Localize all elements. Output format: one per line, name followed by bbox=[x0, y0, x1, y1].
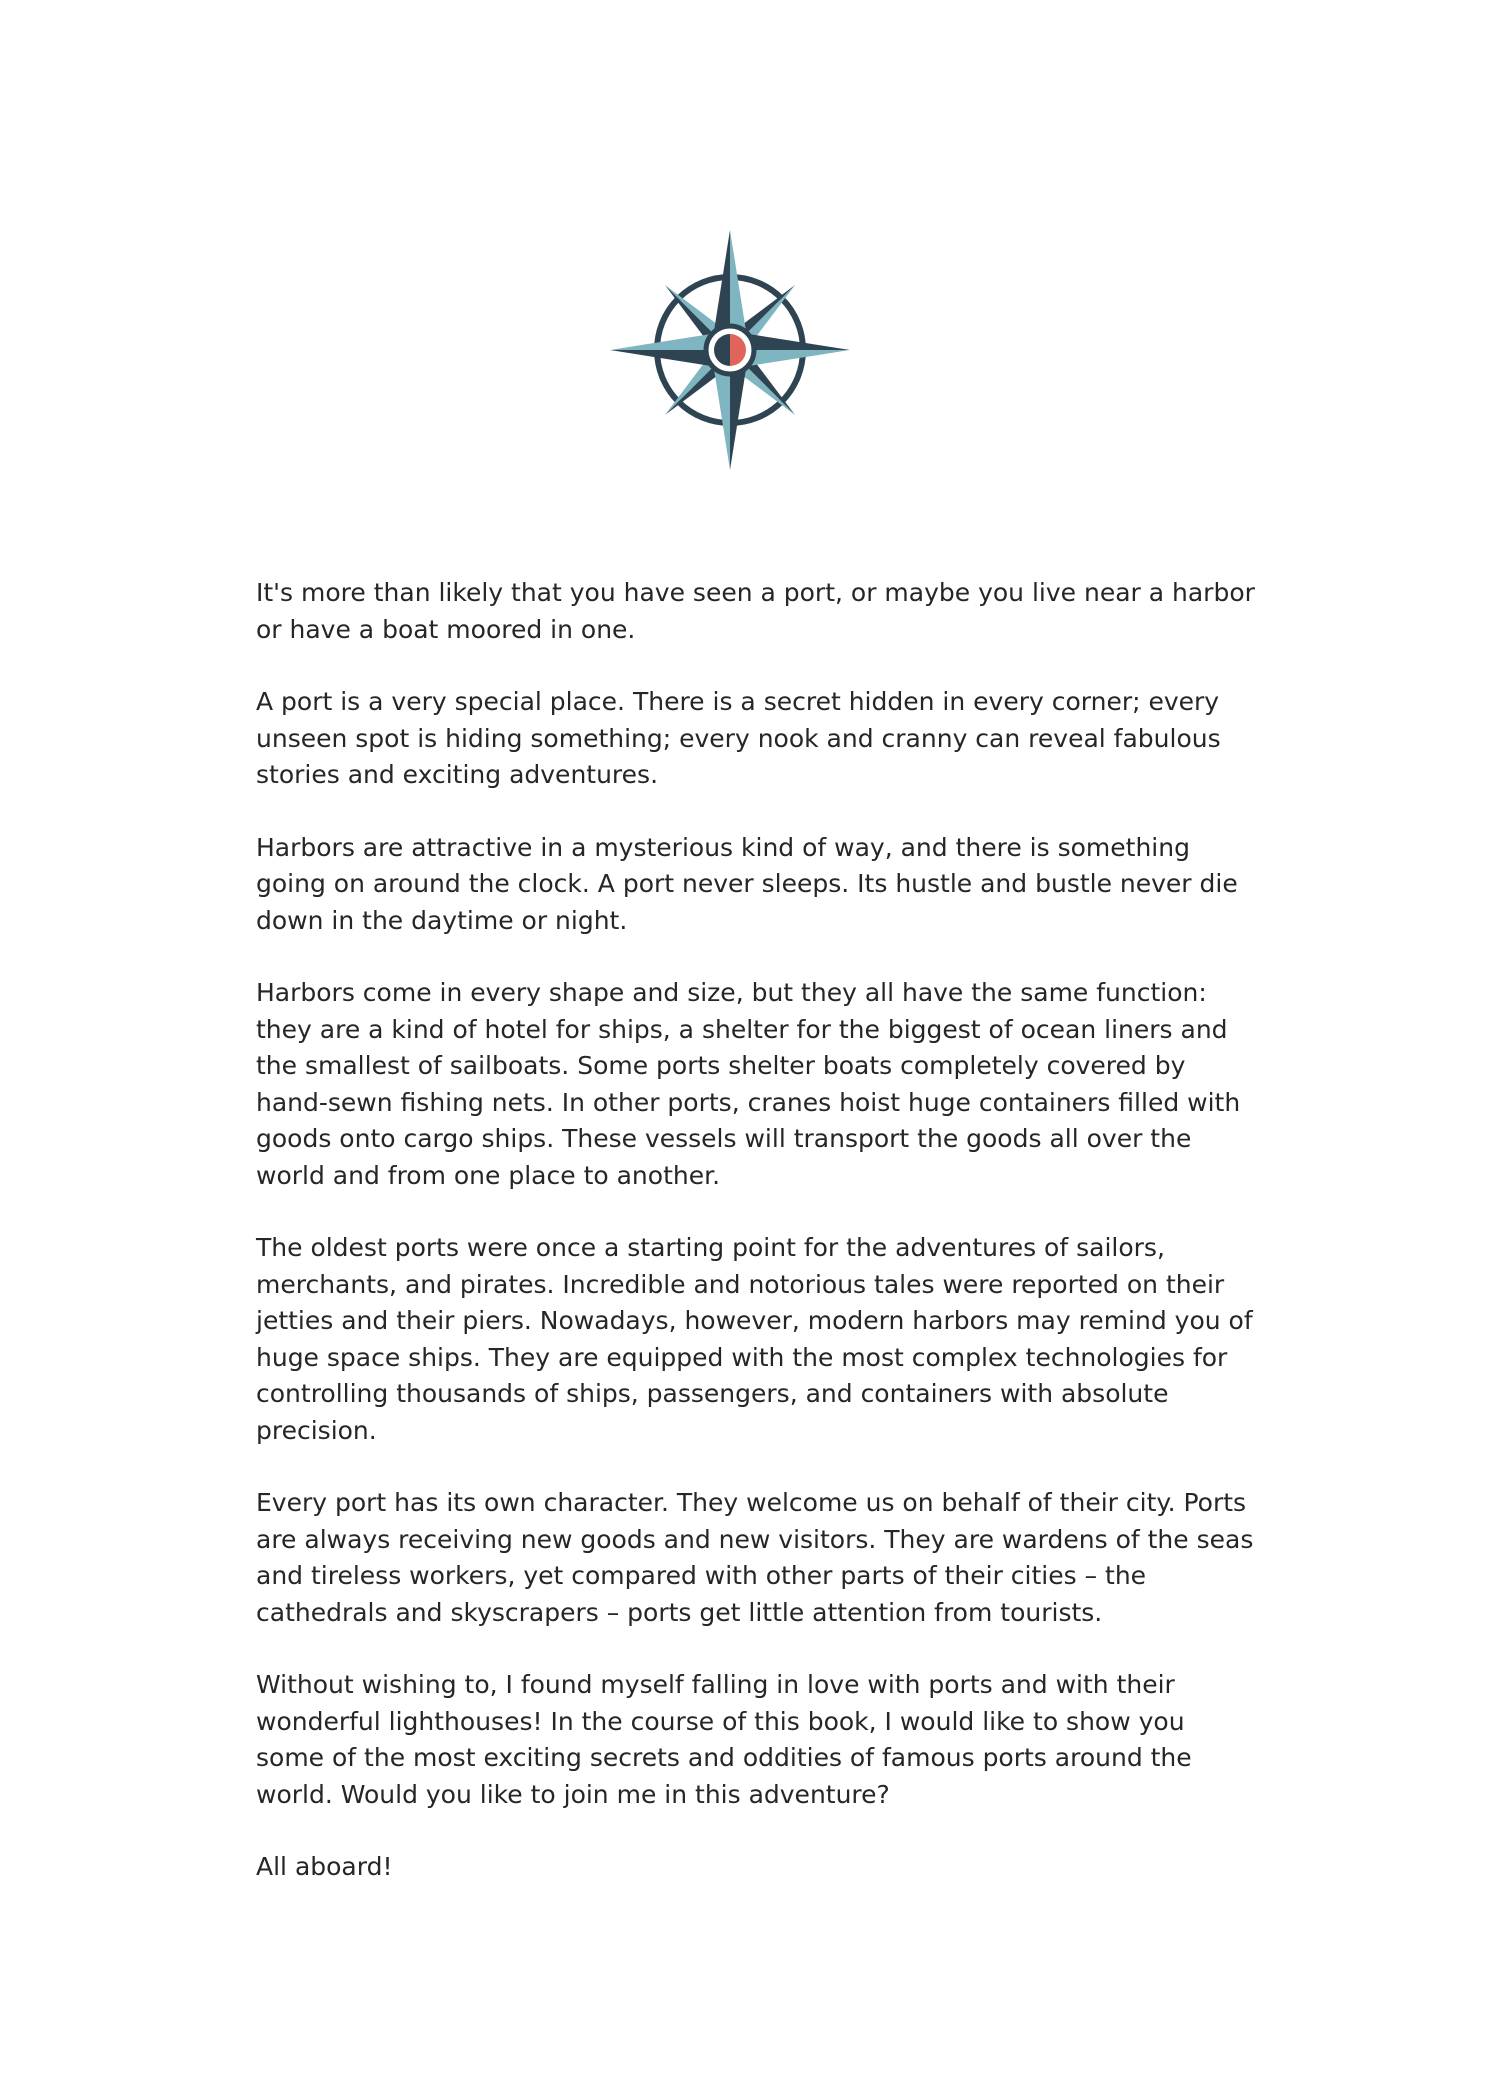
paragraph-3: Harbors are attractive in a mysterious kind of way, and there is something going on around the clock. A port never sleeps. Its hustle and bustle never die down in the daytime or night. bbox=[256, 832, 1238, 935]
paragraph-2: A port is a very special place. There is a secret hidden in every corner; every unseen spot is hiding something; every nook and cranny can reveal fabulous stories and exciting adventures. bbox=[256, 687, 1221, 789]
paragraph-5: The oldest ports were once a starting point for the adventures of sailors, merchants, and pirates. Incredible and notorious tales were reported on their jetties and their piers. Nowadays, however, modern harbors may remind you of huge space ships. They are equipped with the most complex technologies for controlling thousands of ships, passengers, and containers with absolute precision. bbox=[256, 1233, 1253, 1445]
compass-rose-icon bbox=[605, 225, 855, 475]
paragraph-7: Without wishing to, I found myself falling in love with ports and with their wonderful lighthouses! In the course of this book, I would like to show you some of the most exciting secrets and oddities of famous ports around the world. Would you like to join me in this adventure? bbox=[256, 1670, 1192, 1809]
closing-line: All aboard! bbox=[256, 1852, 393, 1881]
paragraph-4: Harbors come in every shape and size, but they all have the same function: they are a kind of hotel for ships, a shelter for the biggest of ocean liners and the smallest of sailboats. Some ports shelter boats completely covered by hand-sewn fishing nets. In other ports, cranes hoist huge containers filled with goods onto cargo ships. These vessels will transport the goods all over the world and from one place to another. bbox=[256, 978, 1241, 1190]
body-text bbox=[256, 575, 1256, 1886]
paragraph-1: It's more than likely that you have seen a port, or maybe you live near a harbor or have a boat moored in one. bbox=[256, 578, 1255, 644]
paragraph-6: Every port has its own character. They welcome us on behalf of their city. Ports are always receiving new goods and new visitors. They are wardens of the seas and tireless workers, yet compared with other parts of their cities – the cathedrals and skyscrapers – ports get little attention from tourists. bbox=[256, 1488, 1254, 1627]
